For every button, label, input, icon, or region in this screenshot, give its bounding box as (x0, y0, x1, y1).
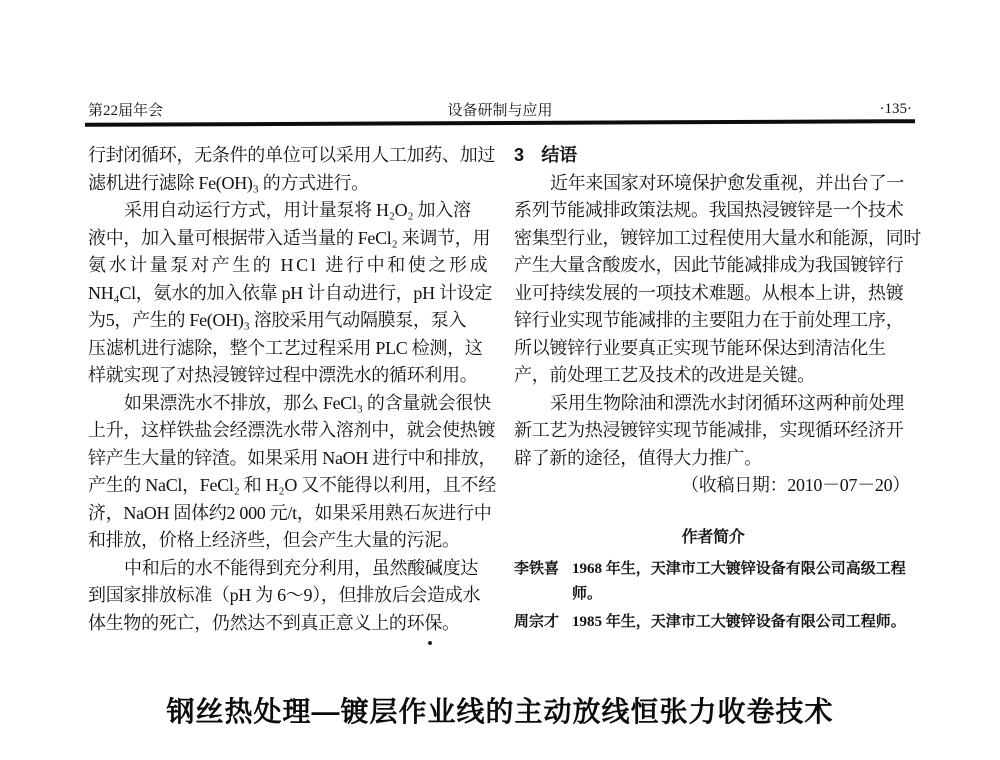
body-line: 采用自动运行方式，用计量泵将 H₂O₂ 加入溶 (124, 200, 471, 220)
body-line: 新工艺为热浸镀锌实现节能减排，实现循环经济开 (514, 420, 904, 440)
author-name: 李铁喜 (514, 561, 560, 577)
body-line: 产生的 NaCl，FeCl₂ 和 H₂O 又不能得以利用，且不经 (88, 475, 496, 495)
body-line: 系列节能减排政策法规。我国热浸镀锌是一个技术 (514, 200, 904, 220)
body-line: 滤机进行滤除 Fe(OH)₃ 的方式进行。 (88, 172, 369, 193)
body-line: 液中，加入量可根据带入适当量的 FeCl₂ 来调节，用 (88, 227, 491, 248)
body-line: 密集型行业，镀锌加工过程使用大量水和能源，同时 (514, 227, 922, 248)
body-line: NH₄Cl，氨水的加入依靠 pH 计自动进行，pH 计设定 (88, 282, 493, 303)
next-article-title: 钢丝热处理—镀层作业线的主动放线恒张力收卷技术 (166, 696, 834, 727)
body-line: 锌产生大量的锌渣。如果采用 NaOH 进行中和排放， (88, 447, 497, 468)
header-section-title: 设备研制与应用 (447, 102, 553, 119)
header-conference: 第22届年会 (88, 102, 164, 119)
body-line: 近年来国家对环境保护愈发重视，并出台了一 (550, 172, 904, 193)
author-bio: 1968 年生，天津市工大镀锌设备有限公司高级工程师。 (572, 561, 906, 602)
header-rule (85, 119, 915, 127)
body-line: 产生大量含酸废水，因此节能减排成为我国镀锌行 (514, 255, 904, 275)
received-date: （收稿日期：2010－07－20） (681, 475, 910, 495)
author-bio: 1985 年生，天津市工大镀锌设备有限公司工程师。 (572, 614, 906, 630)
author-name: 周宗才 (514, 614, 560, 630)
body-line: 锌行业实现节能减排的主要阻力在于前处理工序， (514, 310, 904, 330)
body-line: 和排放，价格上经济些，但会产生大量的污泥。 (88, 530, 460, 550)
article-end-dot (428, 641, 432, 645)
body-line: 为5，产生的 Fe(OH)₃ 溶胶采用气动隔膜泵，泵入 (88, 310, 467, 330)
body-line: 上升，这样铁盐会经漂洗水带入溶剂中，就会使热镀 (88, 420, 496, 440)
body-line: 到国家排放标准（pH 为 6～9），但排放后会造成水 (88, 585, 481, 605)
body-line: 氨水计量泵对产生的 HCl 进行中和使之形成 (88, 255, 491, 275)
section-heading: 3 结语 (514, 145, 577, 165)
body-line: 济，NaOH 固体约2 000 元/t，如果采用熟石灰进行中 (88, 502, 492, 523)
header-page-number: ·135· (879, 100, 912, 117)
body-line: 采用生物除油和漂洗水封闭循环这两种前处理 (550, 392, 904, 413)
right-column (514, 142, 922, 635)
body-line: 压滤机进行滤除，整个工艺过程采用 PLC 检测，这 (88, 337, 483, 358)
page-header (88, 98, 912, 120)
body-line: 辟了新的途径，值得大力推广。 (514, 447, 762, 468)
authors-section-title: 作者简介 (681, 528, 745, 546)
body-line: 体生物的死亡，仍然达不到真正意义上的环保。 (88, 612, 460, 633)
body-line: 样就实现了对热浸镀锌过程中漂洗水的循环利用。 (88, 365, 478, 385)
author-entry (514, 610, 912, 635)
body-line: 如果漂洗水不排放，那么 FeCl₃ 的含量就会很快 (124, 392, 491, 413)
body-line: 产，前处理工艺及技术的改进是关键。 (514, 365, 815, 385)
body-line: 行封闭循环，无条件的单位可以采用人工加药、加过 (88, 145, 496, 165)
author-entry (514, 557, 912, 607)
left-column (88, 142, 496, 637)
body-line: 业可持续发展的一项技术难题。从根本上讲，热镀 (514, 282, 904, 303)
body-line: 中和后的水不能得到充分利用，虽然酸碱度达 (124, 557, 478, 578)
body-line: 所以镀锌行业要真正实现节能环保达到清洁化生 (514, 337, 886, 358)
